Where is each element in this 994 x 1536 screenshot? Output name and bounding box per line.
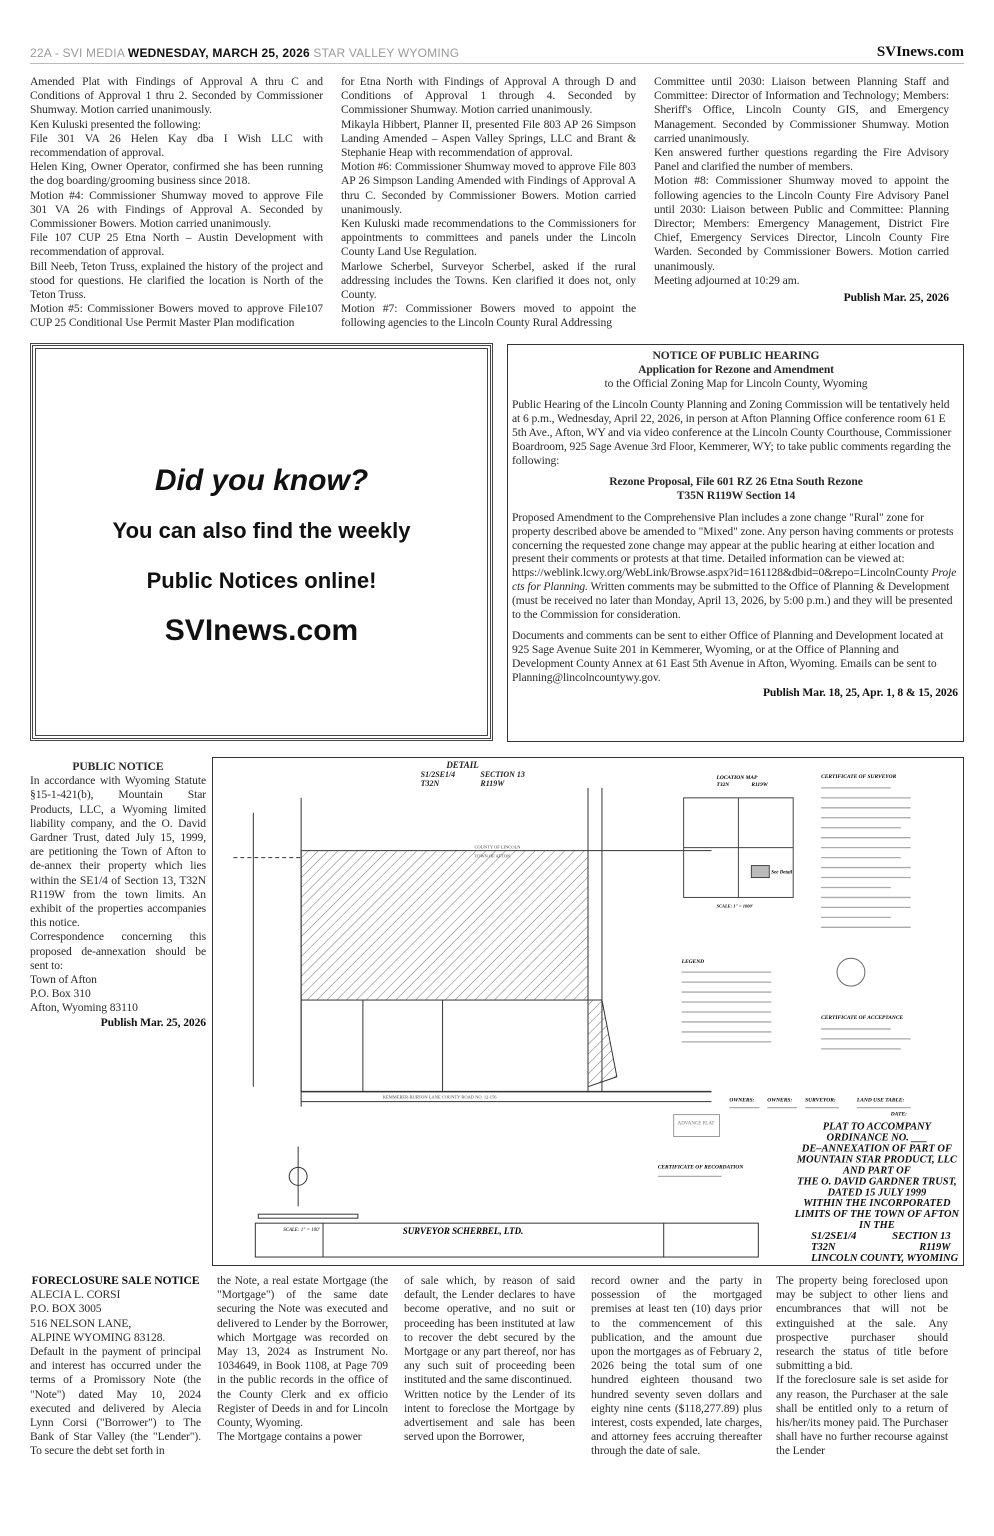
location-scale: SCALE: 1" = 1000' [716,903,753,909]
paragraph: for Etna North with Findings of Approval A through D and Conditions of Approval 1 through 4. Seconded by Commissioner Shumway. Motion carried unanimously. [341,75,636,117]
plat-scale: SCALE: 1" = 100' [283,1228,320,1234]
paragraph: Ken answered further questions regarding the Fire Advisory Panel and clarified the number of members. [654,146,949,174]
minutes-column-1 [30,75,323,331]
date-label: DATE: [890,1111,907,1118]
advance-plat-label: ADVANCE PLAT [677,1121,715,1127]
paragraph: File 301 VA 26 Helen Kay dba I Wish LLC with recommendation of approval. [30,131,323,160]
did-you-know-ad [30,343,493,741]
paragraph: record owner and the party in possession of the mortgaged premises at least ten (10) days prior to the commencement of this publication, and the amount due upon the mortgages as of February 2, 2026 being the total sum of one hundred eighteen thousand two hundred seventy seven dollars and eighty nine cents ($118,277.89) plus interest, costs expended, late charges, and attorney fees accruing thereafter through the date of sale. [591,1274,762,1458]
paragraph: of sale which, by reason of said default, the Lender declares to have become operative, and no suit or proceeding has been instituted at law to recover the debt secured by the Mortgage or any part thereof, nor has any such suit of proceeding been instituted and the same discontinued. [404,1274,575,1387]
hearing-paragraph-2: Proposed Amendment to the Comprehensive Plan includes a zone change "Rural" zone for property described above be amended to "Mixed" zone. Any person having comments or protests concerning the requested zone change may appear at the public hearing at either location and present their comments or protests at that time. Detailed information can be viewed at: [512,510,954,566]
notice-title: NOTICE OF PUBLIC HEARING [652,349,820,362]
certificate-recordation-title: CERTIFICATE OF RECORDATION [657,1164,744,1171]
plat-title-line: WITHIN THE INCORPORATED [803,1198,951,1210]
hearing-publish-date: Publish Mar. 18, 25, Apr. 1, 8 & 15, 2026 [762,685,958,699]
county-line-label: COUNTY OF LINCOLN [474,844,521,850]
plat-title-line: DE–ANNEXATION OF PART OF [801,1143,952,1155]
certificate-surveyor-title: CERTIFICATE OF SURVEYOR [821,773,897,780]
paragraph: P.O. BOX 3005 [30,1302,102,1316]
ad-url[interactable]: SVInews.com [164,614,359,647]
plat-title [794,1122,960,1232]
foreclosure-column-2 [217,1274,388,1444]
location-map [684,798,794,898]
foreclosure-column-3 [404,1274,575,1444]
notice-subtitle: Application for Rezone and Amendment [638,362,834,376]
paragraph: Written notice by the Lender of its intent to foreclose the Mortgage by advertisement and sale has been served upon the Borrower, [404,1387,575,1444]
site-link[interactable]: SVInews.com [876,44,964,60]
foreclosure-column-1-text [30,1288,201,1458]
paragraph: The property being foreclosed upon may be subject to other liens and encumbrances that will not be extinguished at the sale. Any prospective purchaser should research the status of title before submitting a bid. [776,1274,948,1373]
town-line-label: TOWN OF AFTON [474,853,511,859]
public-notice-body [30,774,206,1015]
detail-range: R119W [480,778,505,788]
paragraph: 516 NELSON LANE, [30,1316,132,1330]
plat-title-line: MOUNTAIN STAR PRODUCT, LLC [796,1154,957,1166]
paragraph: Correspondence concerning this proposed de-annexation should be sent to: [30,930,206,972]
paragraph: Meeting adjourned at 10:29 am. [654,273,800,287]
foreclosure-column-1 [30,1274,201,1459]
plat-drawing [213,758,963,1265]
title-section-b: SECTION 13 [892,1231,951,1243]
land-use-label: LAND USE TABLE: [856,1097,905,1104]
paragraph: Town of Afton [30,973,97,987]
region-label: STAR VALLEY WYOMING [313,46,460,60]
paragraph: Marlowe Scherbel, Surveyor Scherbel, asked if the rural addressing includes the Towns. Ken clarified it does not, only County. [341,259,636,302]
surveyor-firm-name: SURVEYOR SCHERBEL, LTD. [402,1226,524,1237]
paragraph: P.O. Box 310 [30,987,91,1001]
plat-title-line: DATED 15 JULY 1999 [827,1187,927,1199]
see-detail-label: See Detail [771,870,793,876]
surveyor-label: SURVEYOR: [805,1097,836,1104]
paragraph: ALECIA L. CORSI [30,1288,121,1302]
plat-title-line: AND PART OF [843,1165,911,1177]
title-range: R119W [919,1242,951,1254]
notice-public-hearing [507,344,964,742]
plat-title-line: LIMITS OF THE TOWN OF AFTON [794,1209,960,1221]
foreclosure-title: FORECLOSURE SALE NOTICE [31,1274,200,1287]
paragraph: Afton, Wyoming 83110 [30,1001,138,1015]
hearing-paragraph-2b [512,566,960,621]
hearing-paragraph-3: Documents and comments can be sent to either Office of Planning and Development located at 925 Sage Avenue Suite 201 in Kemmerer, Wyoming, or at the Office of Planning and Development County Annex at 61 East 5th Avenue in Afton, Wyoming. Emails can be sent to Planning@lincolncountywy.gov. [512,629,944,684]
notice-subtitle-2: to the Official Zoning Map for Lincoln County, Wyoming [604,376,868,390]
detail-township: T32N [420,778,440,788]
paragraph: Motion #6: Commissioner Shumway moved to approve File 803 AP 26 Simpson Landing Amended with Findings of Approval A thru C. Seconded by Commissioner Bowers. Motion carried unanimously. [341,160,636,216]
paragraph: Ken Kuluski presented the following: [30,117,201,131]
title-section-a: S1/2SE1/4 [811,1231,857,1243]
paragraph: Bill Neeb, Teton Truss, explained the history of the project and stood for questions. He clarified the location is North of the Teton Truss. [30,259,323,302]
public-notice-title: PUBLIC NOTICE [72,760,164,773]
scale-bar [258,1214,358,1218]
location-range: R119W [751,781,768,788]
location-township: T32N [716,781,730,788]
paragraph: In accordance with Wyoming Statute §15-1-421(b), Mountain Star Products, LLC, a Wyoming limited liability company, and the O. David Gardner Trust, dated July 15, 1999, are petitioning the Town of Afton to de-annex their property which lies within the SE1/4 of Section 13, T32N R119W from the town limits. An exhibit of the properties accompanies this notice. [30,774,206,930]
detail-section-b: SECTION 13 [480,769,525,779]
ad-headline: Did you know? [154,464,369,497]
public-notice-publish: Publish Mar. 25, 2026 [100,1015,206,1029]
owners-label-2: OWNERS: [767,1097,793,1104]
title-county: LINCOLN COUNTY, WYOMING [811,1253,959,1265]
paragraph: Helen King, Owner Operator, confirmed she has been running the dog boarding/grooming business since 2018. [30,160,323,188]
hearing-paragraph-1: Public Hearing of the Lincoln County Planning and Zoning Commission will be tentatively held at 6 p.m., Wednesday, April 22, 2026, in person at Afton Planning Office conference room 61 E 5th Ave., Afton, WY and via video conference at the Lincoln County Courthouse, Commissioner Boardroom, 925 Sage Avenue 3rd Floor, Kemmerer, WY; to take public comments regarding the following: [512,398,952,467]
paragraph: Motion #4: Commissioner Shumway moved to approve File 301 VA 26 with Findings of Approval A. Seconded by Commissioner Bowers. Motion carried unanimously. [30,188,323,231]
fine-print-placeholder [658,788,911,1176]
surveyor-seal [837,958,865,986]
projects-link-text: Projects for Planning. [512,566,957,593]
page-header [30,44,964,64]
plat-title-line: PLAT TO ACCOMPANY [822,1121,931,1133]
paragraph: Mikayla Hibbert, Planner II, presented File 803 AP 26 Simpson Landing Amended – Aspen Valley Springs, LLC and Brant & Stephanie Heap with recommendation of approval. [341,117,636,160]
weblink-url[interactable]: https://weblink.lcwy.org/WebLink/Browse.aspx?id=161128&dbid=0&repo=LincolnCounty [512,566,929,580]
plat-title-line: IN THE [859,1220,895,1232]
foreclosure-column-4 [591,1274,762,1459]
rezone-proposal: Rezone Proposal, File 601 RZ 26 Etna South Rezone [609,475,863,489]
paragraph: Motion #8: Commissioner Shumway moved to appoint the following agencies to the Lincoln County Fire Advisory Panel until 2030: Liaison between Public and Committee: Planning Director; Members: Emergency Management, District Fire Chief, Emergency Services Director, Lincoln County Fire Warden. Seconded by Commissioner Bowers. Motion carried unanimously. [654,174,949,273]
plat-title-line: THE O. DAVID GARDNER TRUST, [797,1176,957,1188]
legend-title: LEGEND [681,959,705,966]
ad-line-1: You can also find the weekly [112,518,411,543]
minutes-column-3 [654,75,949,305]
detail-section-a: S1/2SE1/4 [420,769,456,779]
foreclosure-column-5 [776,1274,948,1459]
paragraph: Motion #5: Commissioner Bowers moved to approve File107 CUP 25 Conditional Use Permit Master Plan modification [30,302,323,330]
paragraph: Committee until 2030: Liaison between Planning Staff and Committee: Director of Information and Technology; Members: Sheriff's Office, Lincoln County GIS, and Emergency Management. Seconded by Commissioner Shumway. Motion carried unanimously. [654,75,949,145]
certificate-acceptance-title: CERTIFICATE OF ACCEPTANCE [821,1014,904,1021]
publish-date: Publish Mar. 25, 2026 [843,291,949,305]
minutes-column-2 [341,75,636,331]
rezone-township: T35N R119W Section 14 [676,489,796,503]
road-label: KEMMERER-BURTON LANE COUNTY ROAD NO. 12-156 [382,1094,497,1100]
plat-title-line: ORDINANCE NO. ___ [826,1132,928,1144]
header-dateline [30,46,459,60]
ad-line-2: Public Notices online! [146,568,377,593]
location-map-title: LOCATION MAP [716,774,758,781]
section-label: 22A - SVI MEDIA [30,46,125,60]
paragraph: Default in the payment of principal and interest has occurred under the terms of a Promissory Note (the "Note") dated May 10, 2024 executed and delivered by Alecia Lynn Corsi ("Borrower") to The Bank of Star Valley (the "Lender"). To secure the debt set forth in [30,1345,201,1458]
detail-title: DETAIL [446,759,479,770]
paragraph: Motion #7: Commissioner Bowers moved to appoint the following agencies to the Lincoln County Rural Addressing [341,302,636,330]
owners-label-1: OWNERS: [729,1097,755,1104]
paragraph: ALPINE WYOMING 83128. [30,1330,166,1344]
paragraph: File 107 CUP 25 Etna North – Austin Development with recommendation of approval. [30,231,323,259]
de-annexation-plat [212,757,964,1266]
paragraph: Amended Plat with Findings of Approval A thru C and Conditions of Approval 1 thru 2. Seconded by Commissioner Shumway. Motion carried unanimously. [30,75,323,117]
minutes-column-3-text [654,75,949,288]
paragraph: If the foreclosure sale is set aside for any reason, the Purchaser at the sale shall be entitled only to a return of his/her/its money paid. The Purchaser shall have no further recourse against the Lender [776,1373,948,1458]
paragraph: The Mortgage contains a power [217,1430,362,1444]
parcel-lines [233,788,711,1107]
public-notice [30,760,206,1030]
hearing-written-comments: Written comments may be submitted to the Office of Planning & Development (must be received no later than Monday, April 13, 2026, by 5:00 p.m.) and they will be presented to the Commission for consideration. [512,579,953,621]
paragraph: Ken Kuluski made recommendations to the Commissioners for appointments to committees and panels under the Lincoln County Land Use Regulation. [341,217,636,259]
issue-date: WEDNESDAY, MARCH 25, 2026 [127,46,310,60]
paragraph: the Note, a real estate Mortgage (the "Mortgage") of the same date securing the Note was executed and delivered to Lender by the Borrower, which Mortgage was recorded on May 13, 2024 as Instrument No. 1034649, in Book 1108, at Page 709 in the public records in the office of the County Clerk and ex officio Register of Deeds in and for Lincoln County, Wyoming. [217,1274,388,1430]
title-township: T32N [811,1242,836,1254]
